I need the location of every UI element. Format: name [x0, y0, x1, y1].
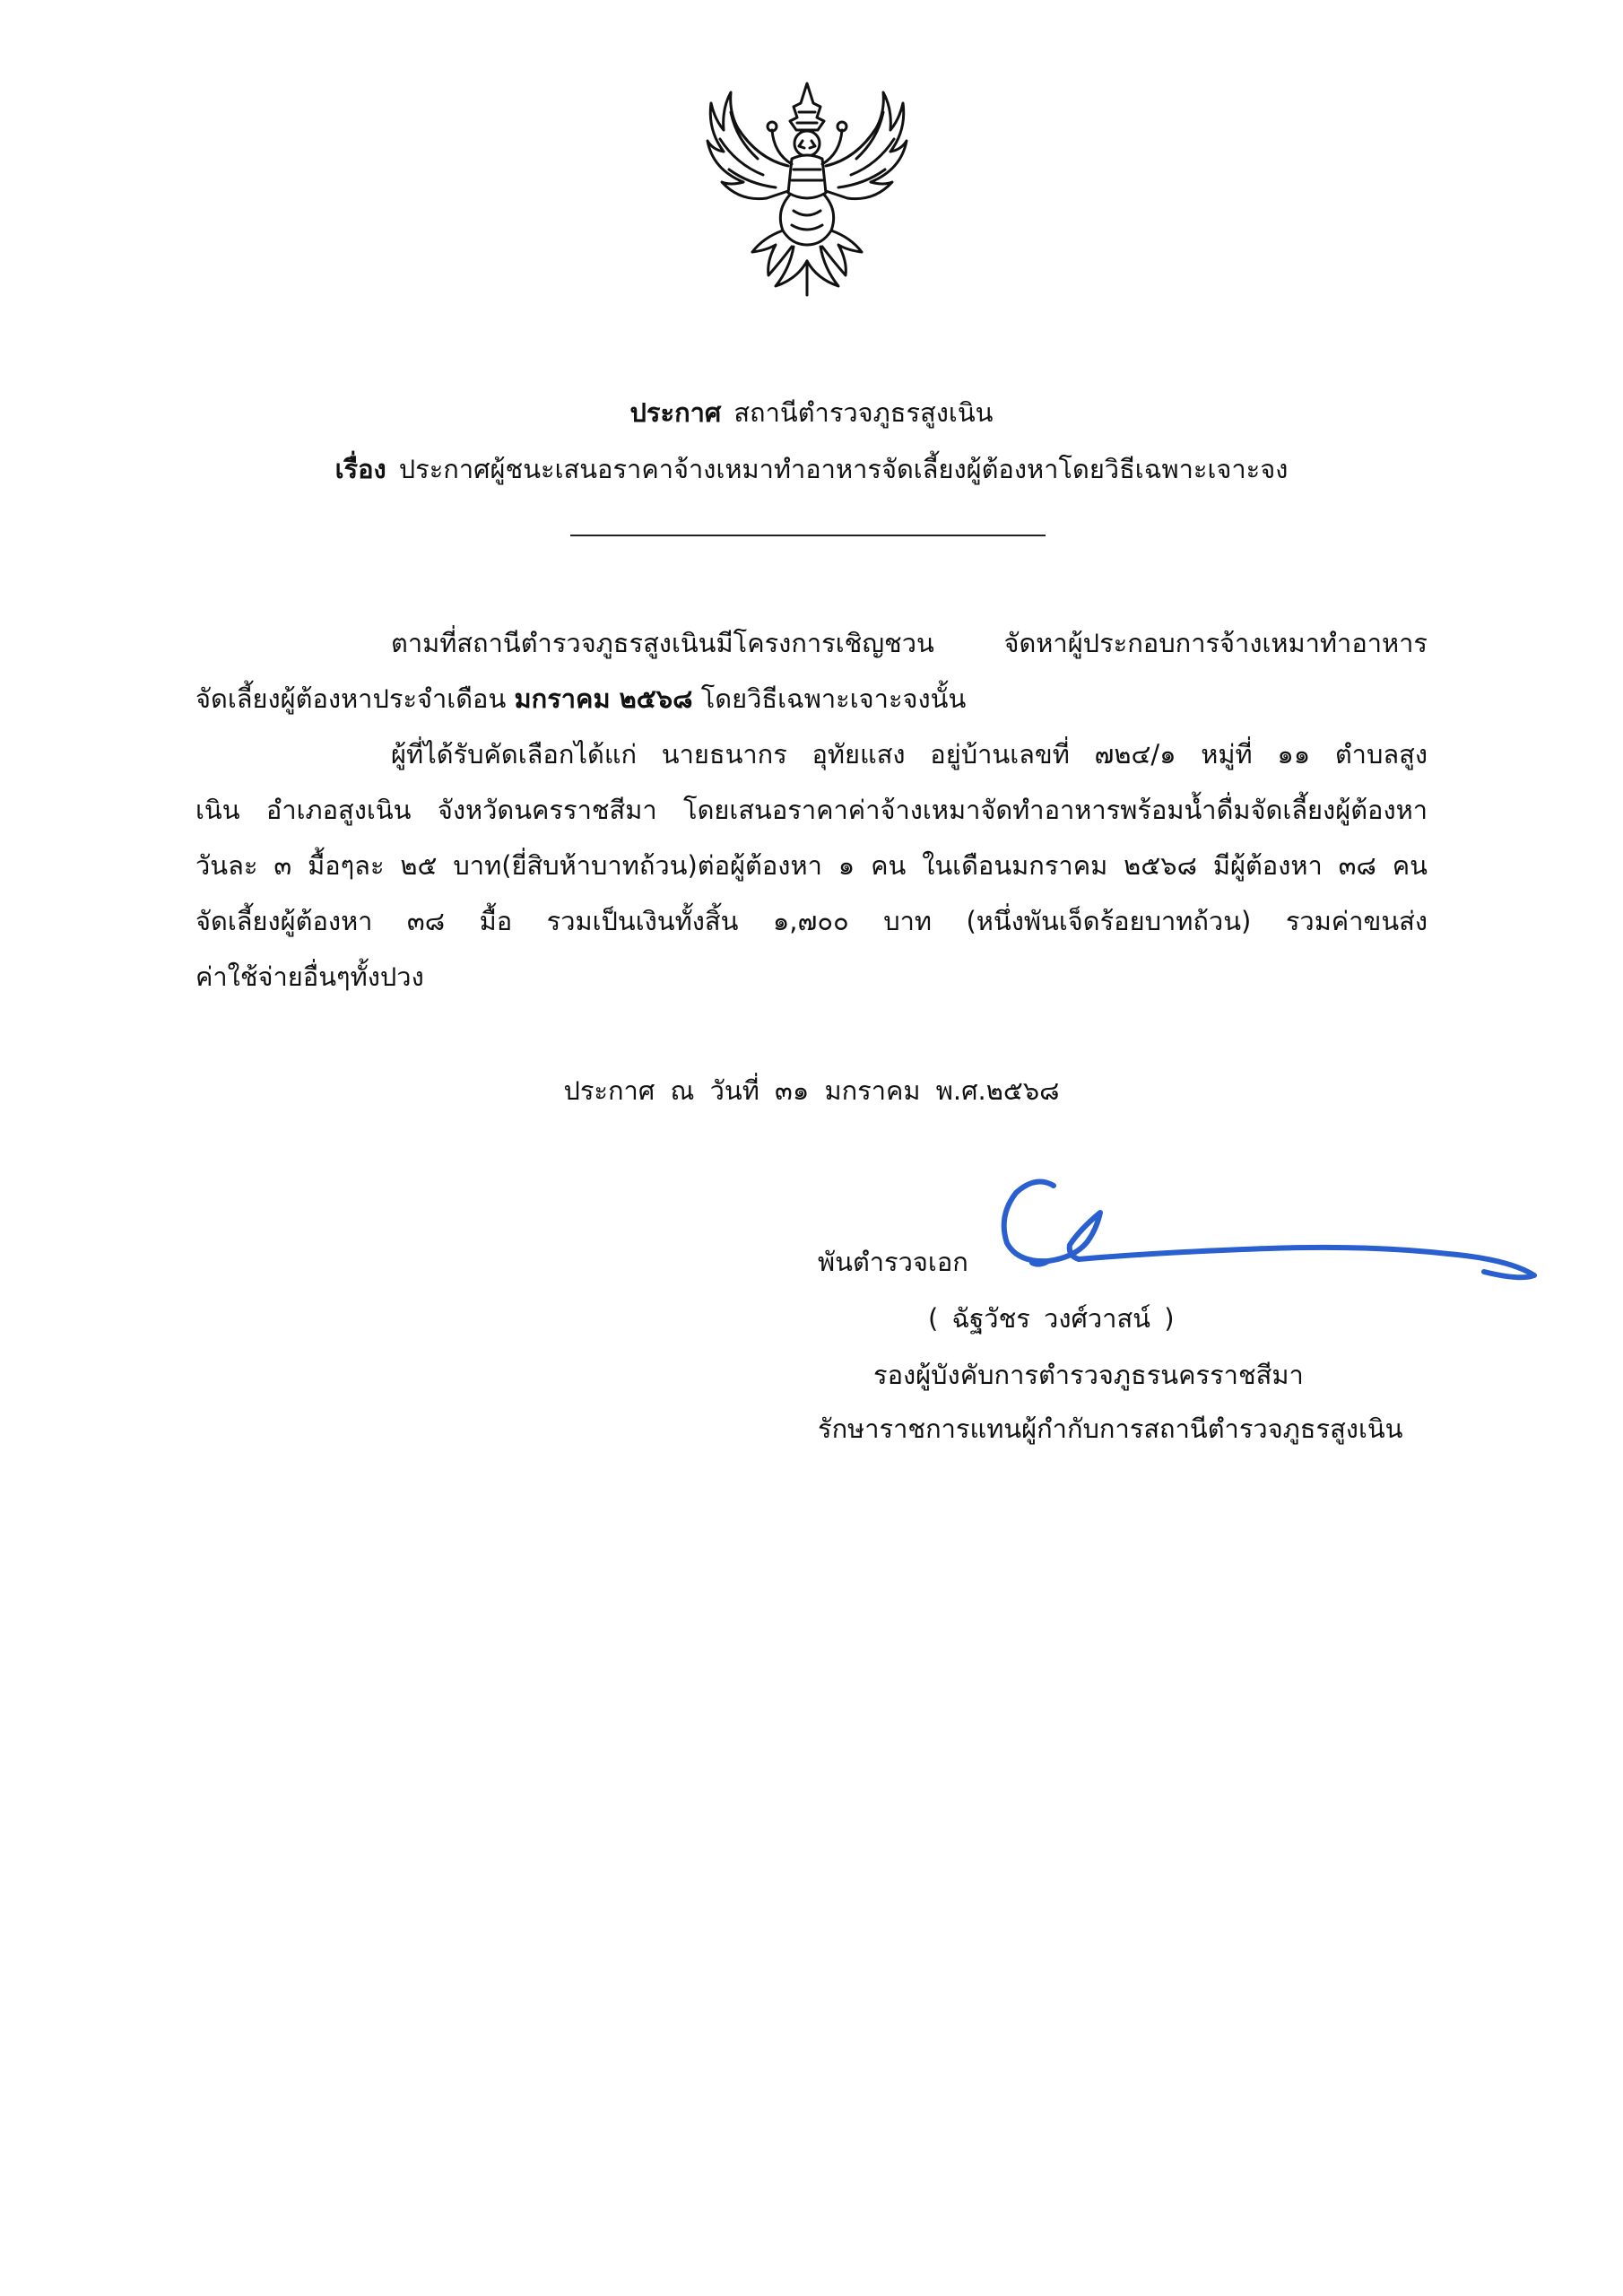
- paragraph-2-line-5: ค่าใช้จ่ายอื่นๆทั้งปวง: [195, 961, 424, 992]
- signatory-position-2: รักษาราชการแทนผู้กำกับการสถานีตำรวจภูธรสูงเนิน: [818, 1413, 1403, 1444]
- month-bold: มกราคม ๒๕๖๘: [514, 683, 693, 714]
- garuda-emblem-icon: [704, 76, 910, 300]
- month-prefix: จัดเลี้ยงผู้ต้องหาประจำเดือน: [195, 683, 507, 714]
- paragraph-2-line-3: วันละ ๓ มื้อๆละ ๒๕ บาท(ยี่สิบห้าบาทถ้วน)ต่อผู้ต้องหา ๑ คน ในเดือนมกราคม ๒๕๖๘ มีผู้ต้องหา ๓๘ คน: [195, 850, 1428, 881]
- paragraph-2: [195, 726, 1428, 1004]
- subject-text: ประกาศผู้ชนะเสนอราคาจ้างเหมาทำอาหารจัดเลี้ยงผู้ต้องหาโดยวิธีเฉพาะเจาะจง: [398, 454, 1289, 484]
- paragraph-1: [195, 615, 1428, 726]
- paragraph-1-line-1: ตามที่สถานีตำรวจภูธรสูงเนินมีโครงการเชิญชวน จัดหาผู้ประกอบการจ้างเหมาทำอาหาร: [391, 628, 1428, 658]
- paragraph-1-line-2: [195, 671, 1428, 726]
- paragraph-2-line-4: จัดเลี้ยงผู้ต้องหา ๓๘ มื้อ รวมเป็นเงินทั้งสิ้น ๑,๗๐๐ บาท (หนึ่งพันเจ็ดร้อยบาทถ้วน) รวมค่าขนส่ง: [195, 906, 1428, 936]
- signatory-rank: พันตำรวจเอก: [818, 1247, 968, 1277]
- signatory-name: ( ฉัฐวัชร วงศ์วาสน์ ): [928, 1303, 1175, 1334]
- signatory-position-1: รองผู้บังคับการตำรวจภูธรนครราชสีมา: [873, 1360, 1304, 1390]
- paragraph-2-line-1: ผู้ที่ได้รับคัดเลือกได้แก่ นายธนากร อุทัยแสง อยู่บ้านเลขที่ ๗๒๔/๑ หมู่ที่ ๑๑ ตำบลสูง: [391, 739, 1428, 770]
- header-divider: [570, 535, 1046, 536]
- announcement-header: [0, 392, 1623, 433]
- announce-label: ประกาศ: [629, 397, 722, 428]
- subject-label: เรื่อง: [334, 454, 386, 484]
- announcement-date: ประกาศ ณ วันที่ ๓๑ มกราคม พ.ศ.๒๕๖๘: [563, 1075, 1060, 1106]
- method-suffix: โดยวิธีเฉพาะเจาะจงนั้น: [700, 683, 967, 714]
- subject-line: [0, 448, 1623, 490]
- paragraph-2-line-2: เนิน อำเภอสูงเนิน จังหวัดนครราชสีมา โดยเสนอราคาค่าจ้างเหมาจัดทำอาหารพร้อมน้ำดื่มจัดเลี้ยงผู้ต้องหา: [195, 795, 1428, 825]
- announce-org: สถานีตำรวจภูธรสูงเนิน: [733, 397, 994, 428]
